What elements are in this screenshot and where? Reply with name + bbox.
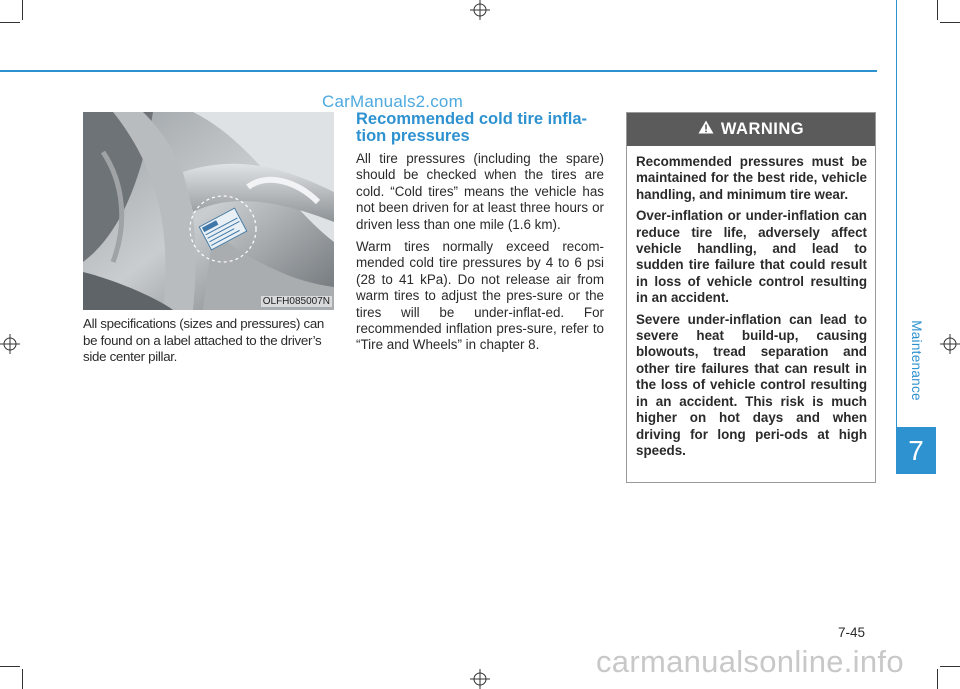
warning-title: WARNING: [720, 120, 805, 138]
crop-mark: [22, 0, 23, 20]
tire-label-photo: [83, 112, 334, 310]
side-tab-label: [896, 300, 936, 420]
warning-box: [626, 112, 876, 483]
crop-mark: [22, 669, 23, 689]
crop-mark: [0, 22, 20, 23]
section-body: [356, 151, 604, 360]
warning-triangle-icon: [698, 120, 714, 139]
header-rule: [0, 70, 877, 72]
crop-mark: [940, 22, 960, 23]
footer-watermark-link[interactable]: carmanualsonline.info: [596, 644, 904, 679]
warning-paragraph: Recommended pressures must be maintained for the best ride, vehicle handling, and minimum tire wear.: [636, 154, 867, 202]
paragraph: All tire pressures (including the spare) should be checked when the tires are cold. “Cold tires” means the vehicle has not been driven for at least three hours or driven less than one mile (1.6 km).: [356, 151, 604, 232]
warning-paragraph: Over-inflation or under-inflation can reduce tire life, adversely affect vehicle handling, and lead to sudden tire failure that could result in loss of vehicle control resulting in an accident.: [636, 208, 867, 306]
page-number: 7-45: [838, 625, 866, 640]
registration-mark-icon: [0, 334, 20, 354]
warning-paragraph: Severe under-inflation can lead to severe heat build-up, causing blowouts, tread separation and other tire failures that can result in the loss of vehicle control resulting in an accident. This risk is much higher on hot days and when driving for long peri-ods at high speeds.: [636, 311, 867, 458]
section-heading: Recommended cold tire infla-tion pressures: [356, 110, 588, 145]
warning-header: [627, 113, 875, 146]
crop-mark: [937, 669, 938, 689]
chapter-name: Maintenance: [908, 319, 924, 401]
crop-mark: [940, 666, 960, 667]
warning-body: [627, 146, 875, 459]
crop-mark: [0, 666, 20, 667]
figure-code: OLFH085007N: [262, 296, 330, 307]
watermark-link[interactable]: CarManuals2.com: [322, 92, 463, 111]
figure-caption: All specifications (sizes and pressures) can be found on a label attached to the driver’s side center pillar.: [83, 316, 325, 364]
registration-mark-icon: [470, 0, 490, 20]
chapter-number-box: 7: [896, 427, 936, 474]
registration-mark-icon: [470, 669, 490, 689]
crop-mark: [937, 0, 938, 20]
registration-mark-icon: [940, 334, 960, 354]
paragraph: Warm tires normally exceed recom-mended cold tire pressures by 4 to 6 psi (28 to 41 kPa). Do not release air from warm tires to adjust the pres-sure or the tires will be under-inflat-ed. For recommended inflation pres-sure, refer to “Tire and Wheels” in chapter 8.: [356, 239, 604, 353]
